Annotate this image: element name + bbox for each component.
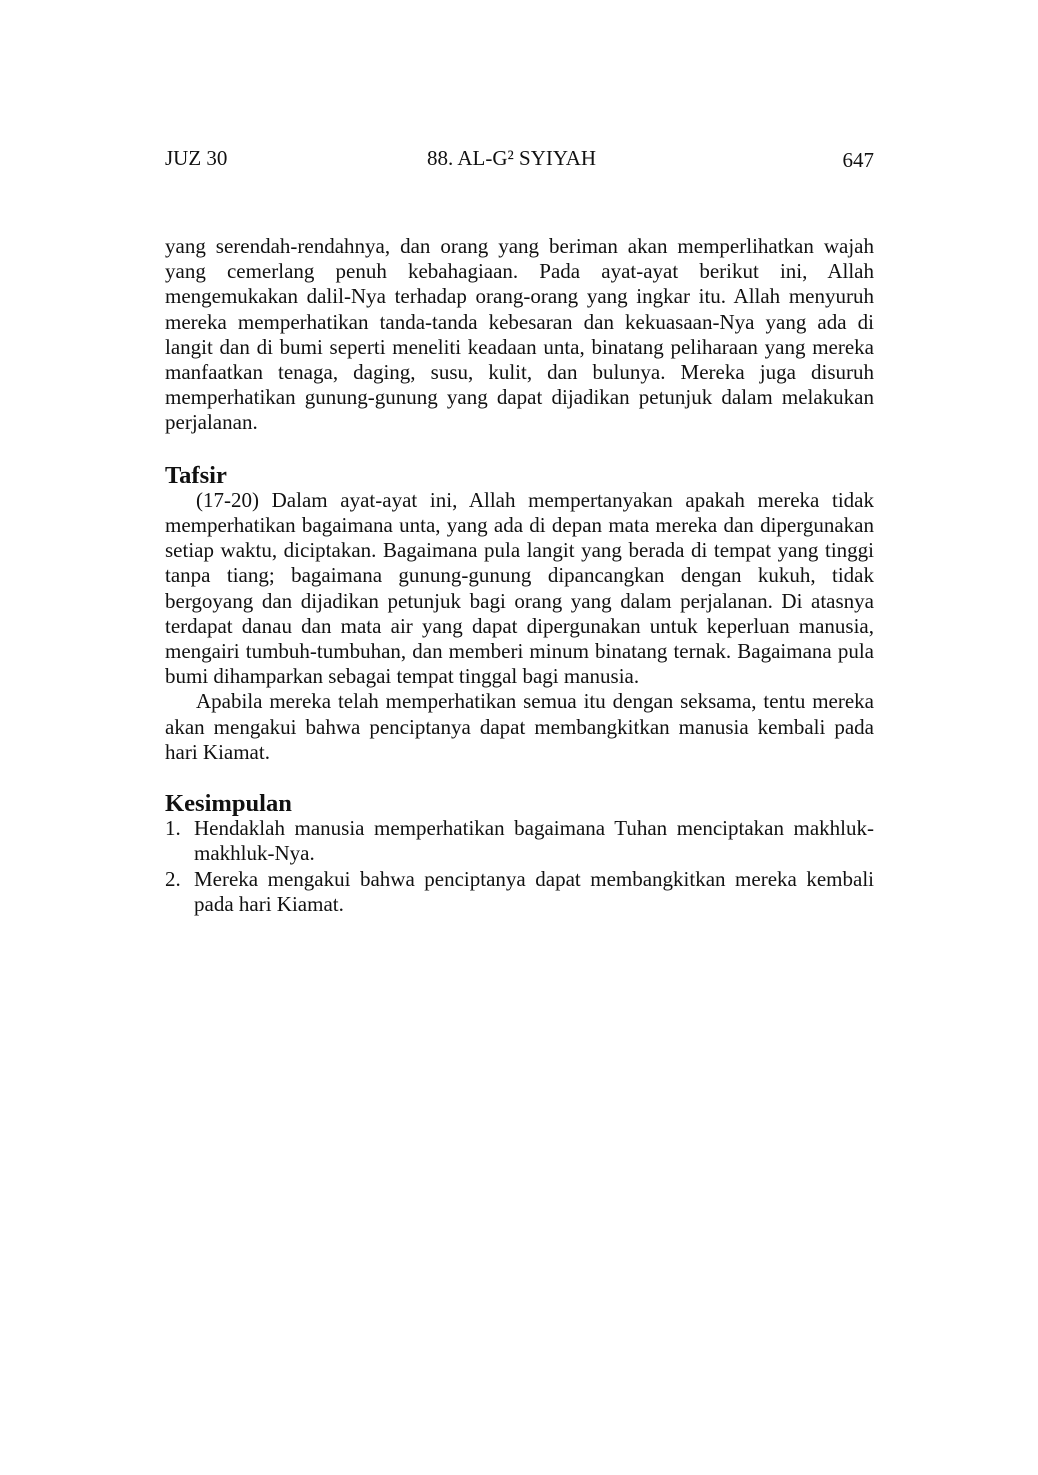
list-item <box>165 867 874 917</box>
section-gap <box>165 436 874 463</box>
document-page <box>165 0 874 1475</box>
list-item-number: 2. <box>165 866 181 891</box>
section-gap <box>165 765 874 791</box>
intro-paragraph: yang serendah-rendahnya, dan orang yang beriman akan memperlihatkan wajah yang cemerlang penuh kebahagiaan. Pada ayat-ayat berikut ini, Allah mengemukakan dalil-Nya terhadap orang-orang yang ingkar itu. Allah menyuruh mereka memperhatikan tanda-tanda kebesaran dan kekuasaan-Nya yang ada di langit dan di bumi seperti meneliti keadaan unta, binatang peliharaan yang mereka manfaatkan tenaga, daging, susu, kulit, dan bulunya. Mereka juga disuruh memperhatikan gunung-gunung yang dapat dijadikan petunjuk dalam melakukan perjalanan. <box>165 234 874 435</box>
list-item-number: 1. <box>165 816 181 841</box>
conclusion-list <box>165 816 874 917</box>
tafsir-paragraph: Apabila mereka telah memperhatikan semua itu dengan seksama, tentu mereka akan mengakui bahwa penciptanya dapat membangkitkan manusia kembali pada hari Kiamat. <box>165 689 874 764</box>
running-header <box>165 146 874 176</box>
surah-title: 88. AL-G² SYIYAH <box>427 146 597 170</box>
page-body <box>165 234 874 917</box>
page-number: 647 <box>842 148 874 172</box>
list-item-text: Mereka mengakui bahwa penciptanya dapat membangkitkan mereka kembali pada hari Kiamat. <box>194 866 874 916</box>
kesimpulan-heading: Kesimpulan <box>165 790 292 818</box>
juz-label: JUZ 30 <box>165 146 228 170</box>
list-item <box>165 816 874 866</box>
tafsir-heading: Tafsir <box>165 461 227 489</box>
list-item-text: Hendaklah manusia memperhatikan bagaimana Tuhan menciptakan makhluk-makhluk-Nya. <box>194 816 874 866</box>
tafsir-section <box>165 463 874 765</box>
kesimpulan-section <box>165 791 874 917</box>
tafsir-paragraph: (17-20) Dalam ayat-ayat ini, Allah mempertanyakan apakah mereka tidak memperhatikan bagaimana unta, yang ada di depan mata mereka dan dipergunakan setiap waktu, diciptakan. Bagaimana pula langit yang berada di tempat yang tinggi tanpa tiang; bagaimana gunung-gunung dipancangkan dengan kukuh, tidak bergoyang dan dijadikan petunjuk bagi orang yang dalam perjalanan. Di atasnya terdapat danau dan mata air yang dapat dipergunakan untuk keperluan manusia, mengairi tumbuh-tumbuhan, dan memberi minum binatang ternak. Bagaimana pula bumi dihamparkan sebagai tempat tinggal bagi manusia. <box>165 487 874 689</box>
